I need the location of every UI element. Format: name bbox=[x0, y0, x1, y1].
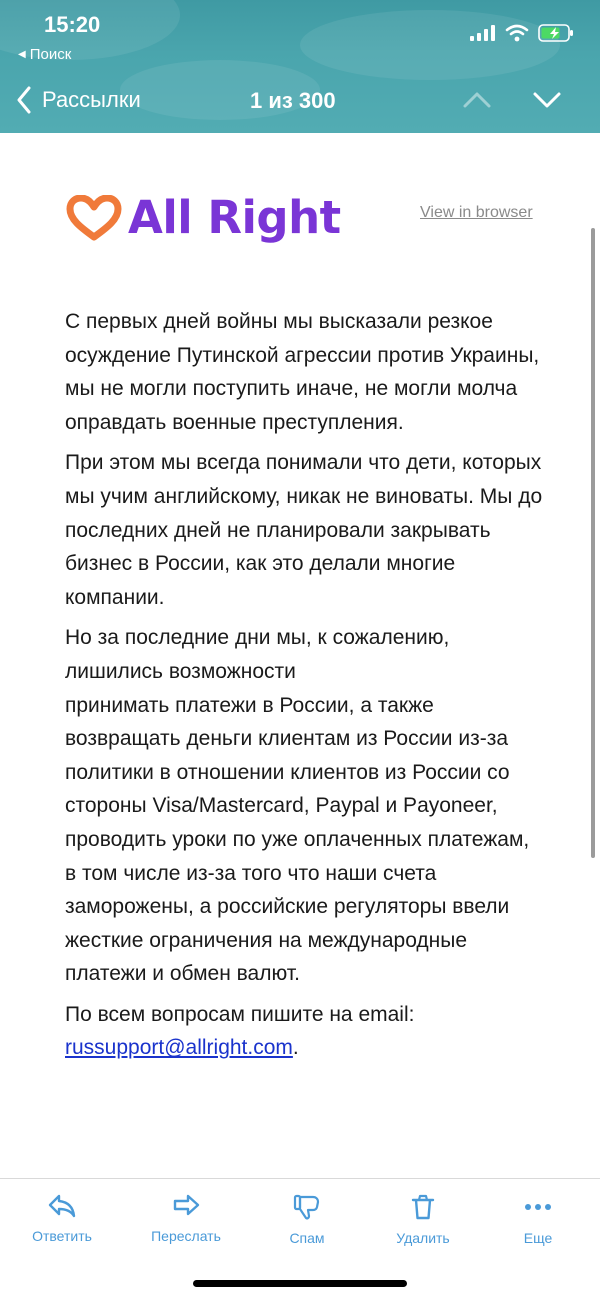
more-dots-icon bbox=[523, 1193, 553, 1221]
contact-suffix: . bbox=[292, 1036, 299, 1060]
email-body bbox=[0, 133, 600, 1178]
paragraph: принимать платежи в России, а также возвращать деньги клиентам из России из-за политики в отношении клиентов из России со стороны Visa/Mastercard, Paypal и Payoneer, bbox=[65, 693, 510, 818]
reply-button[interactable] bbox=[7, 1193, 117, 1244]
forward-icon bbox=[171, 1193, 201, 1219]
more-label: Еще bbox=[523, 1230, 553, 1246]
next-message-chevron-down-icon[interactable] bbox=[532, 90, 562, 110]
battery-charging-icon bbox=[538, 24, 574, 42]
cellular-signal-icon bbox=[470, 25, 496, 41]
paragraph: При этом мы всегда понимали что дети, которых мы учим английскому, никак не виноваты. Мы до последних дней не планировали закрывать бизнес в России, как это делали многие компании. bbox=[65, 451, 543, 609]
scrollbar[interactable] bbox=[591, 228, 595, 858]
back-to-mailings-button[interactable] bbox=[16, 86, 141, 114]
paragraph: проводить уроки по уже оплаченных платежам, в том числе из-за того что наши счета заморожены, а российские регуляторы ввели жесткие ограничения на международные платежи и обмен валют. bbox=[65, 827, 530, 986]
paragraph: С первых дней войны мы высказали резкое осуждение Путинской агрессии против Украины, мы не могли поступить иначе, не могли молча оправдать военные преступления. bbox=[65, 310, 540, 434]
contact-text: По всем вопросам пишите на email: bbox=[65, 1002, 415, 1026]
paragraph: Но за последние дни мы, к сожалению, лишились возможности bbox=[65, 626, 450, 683]
reply-icon bbox=[47, 1193, 77, 1219]
thumbs-down-icon bbox=[292, 1193, 322, 1221]
forward-button[interactable] bbox=[131, 1193, 241, 1244]
more-button[interactable] bbox=[483, 1193, 593, 1246]
support-email-link[interactable]: russupport@allright.com bbox=[65, 1036, 293, 1060]
status-time: 15:20 bbox=[44, 12, 101, 37]
reply-label: Ответить bbox=[32, 1228, 92, 1244]
bottom-toolbar bbox=[0, 1178, 600, 1297]
spam-label: Спам bbox=[289, 1230, 325, 1246]
trash-icon bbox=[409, 1193, 437, 1221]
back-label: Рассылки bbox=[42, 87, 141, 112]
heart-logo-icon bbox=[66, 195, 122, 241]
message-counter: 1 из 300 bbox=[250, 88, 336, 113]
email-content bbox=[65, 305, 545, 1072]
delete-button[interactable] bbox=[368, 1193, 478, 1246]
spam-button[interactable] bbox=[252, 1193, 362, 1246]
contact-line bbox=[65, 998, 545, 1065]
back-app-label: Поиск bbox=[29, 46, 72, 63]
header-texture bbox=[300, 10, 560, 80]
status-icons bbox=[470, 24, 574, 42]
forward-label: Переслать bbox=[151, 1228, 221, 1244]
delete-label: Удалить bbox=[396, 1230, 450, 1246]
back-to-search[interactable] bbox=[18, 46, 71, 63]
home-indicator[interactable] bbox=[193, 1280, 407, 1287]
allright-logo bbox=[66, 191, 341, 244]
view-in-browser-link[interactable]: View in browser bbox=[420, 204, 533, 221]
wifi-icon bbox=[505, 24, 529, 42]
chevron-left-icon bbox=[16, 86, 32, 114]
back-triangle-icon: ◀ bbox=[18, 49, 26, 60]
previous-message-chevron-up-icon[interactable] bbox=[462, 90, 492, 110]
logo-text: All Right bbox=[128, 191, 341, 244]
mail-header bbox=[0, 0, 600, 133]
